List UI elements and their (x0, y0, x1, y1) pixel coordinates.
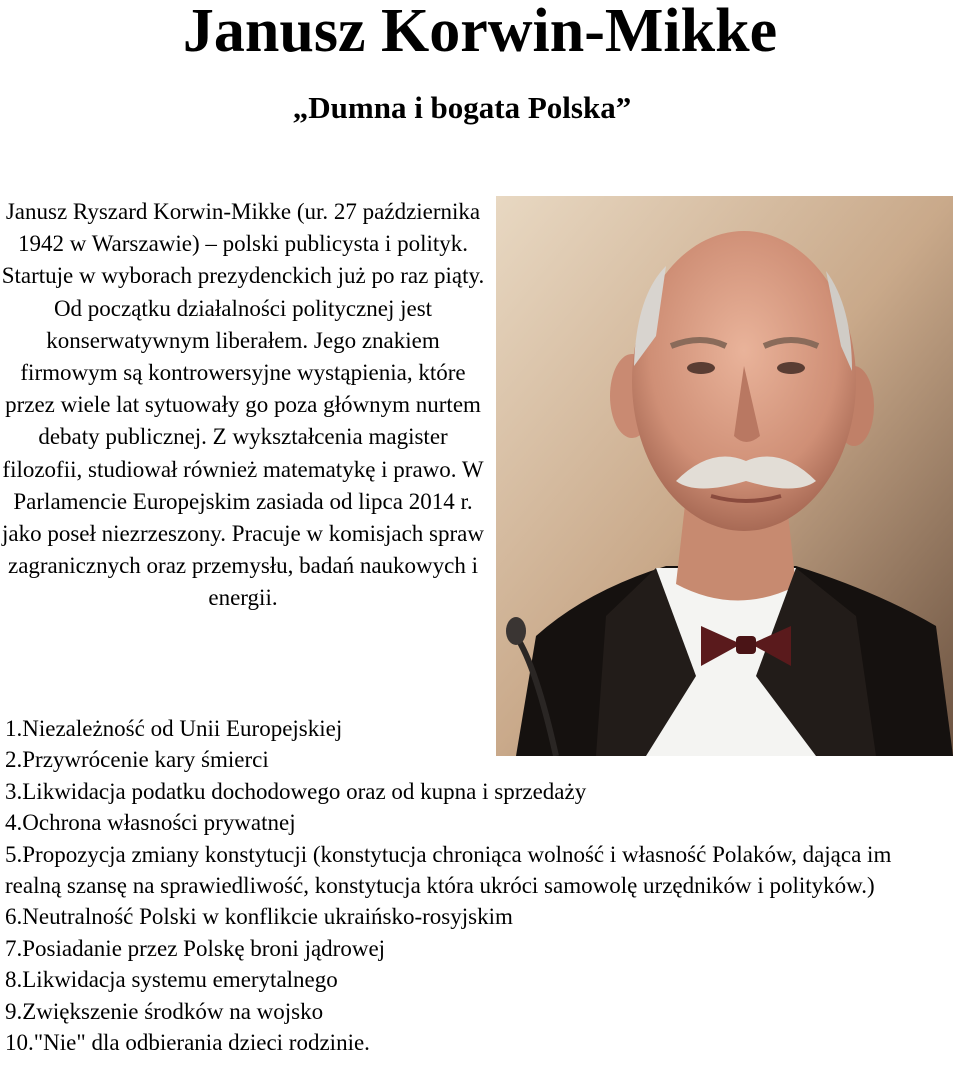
biography-paragraph: Janusz Ryszard Korwin-Mikke (ur. 27 października 1942 w Warszawie) – polski publicysta i polityk. Startuje w wyborach prezydenckich już po raz piąty. Od początku działalności politycznej jest konserwatywnym liberałem. Jego znakiem firmowym są kontrowersyjne wystąpienia, które przez wiele lat sytuowały go poza głównym nurtem debaty publicznej. Z wykształcenia magister filozofii, studiował również matematykę i prawo. W Parlamencie Europejskim zasiada od lipca 2014 r. jako poseł niezrzeszony. Pracuje w komisjach spraw zagranicznych oraz przemysłu, badań naukowych i energii. (1, 199, 485, 611)
subtitle-slogan: „Dumna i bogata Polska” (292, 90, 632, 125)
list-item: 4.Ochrona własności prywatnej (5, 810, 296, 836)
list-item: 8.Likwidacja systemu emerytalnego (5, 967, 338, 993)
list-item: 2.Przywrócenie kary śmierci (5, 747, 269, 773)
list-item: 5.Propozycja zmiany konstytucji (konstytucja chroniąca wolność i własność Polaków, dająca im realną szansę na sprawiedliwość, konstytucja która ukróci samowolę urzędników i polityków.) (5, 841, 892, 899)
list-item: 9.Zwiększenie środków na wojsko (5, 998, 324, 1024)
list-item: 1.Niezależność od Unii Europejskiej (5, 716, 343, 741)
list-item: 6.Neutralność Polski w konflikcie ukraińsko-rosyjskim (5, 904, 513, 930)
list-item: 3.Likwidacja podatku dochodowego oraz od kupna i sprzedaży (5, 778, 587, 804)
program-list (5, 713, 945, 1058)
portrait-photo (496, 196, 953, 756)
list-item: 7.Posiadanie przez Polskę broni jądrowej (5, 935, 386, 961)
page-title: Janusz Korwin-Mikke (182, 0, 778, 65)
list-item: 10."Nie" dla odbierania dzieci rodzinie. (5, 1030, 370, 1056)
